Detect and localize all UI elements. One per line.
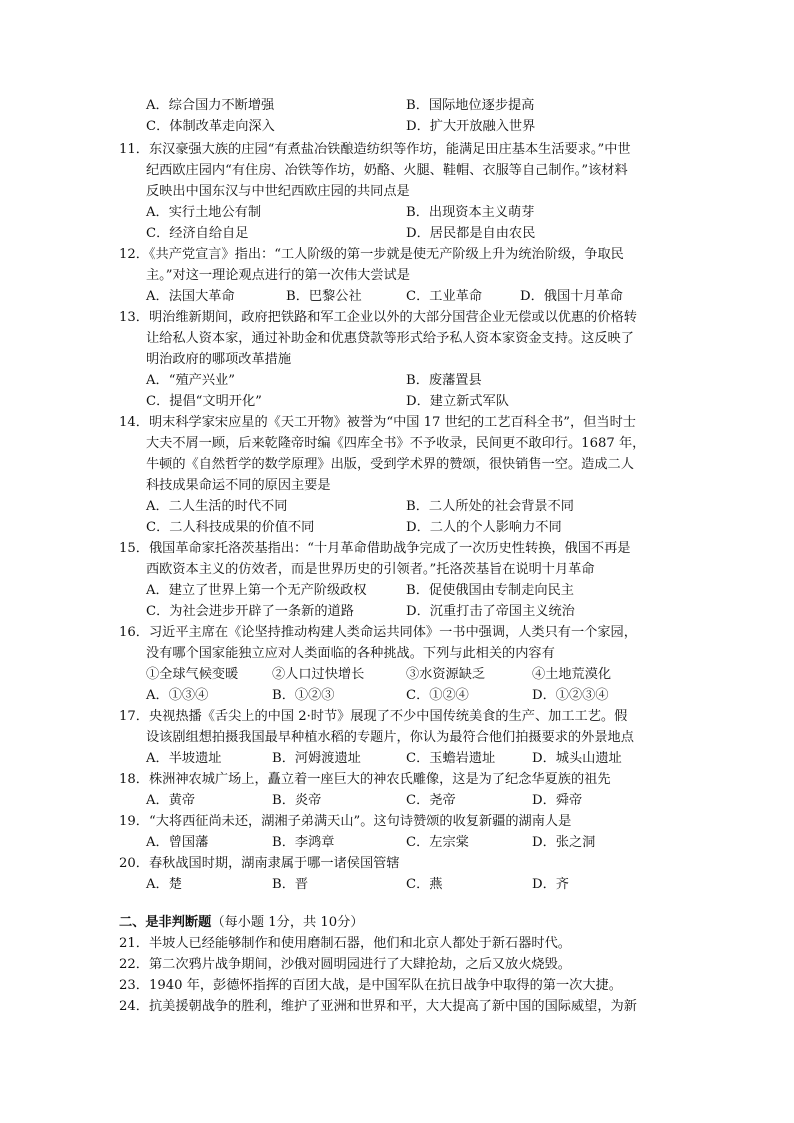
q17-option-b: B．河姆渡遗址	[272, 751, 361, 766]
section-2-heading	[119, 913, 364, 933]
q13-stem-line2: 让给私人资本家，通过补助金和优惠贷款等形式给予私人资本家资金支持。这反映了	[146, 331, 634, 346]
q16-option-c: C．①②④	[406, 688, 469, 703]
q19-option-a: A．曾国藩	[146, 835, 209, 850]
q15-option-a: A．建立了世界上第一个无产阶级政权	[146, 583, 367, 598]
q23-statement: 23．1940 年，彭德怀指挥的百团大战，是中国军队在抗日战争中取得的第一次大捷。	[119, 978, 622, 993]
q14-option-d: D．二人的个人影响力不同	[406, 520, 562, 535]
q11-stem-line1: 11．东汉豪强大族的庄园“有煮盐冶铁酿造纺织等作坊，能满足田庄基本生活要求。”中世	[119, 142, 631, 157]
q16-option-b: B．①②③	[272, 688, 335, 703]
q15-option-b: B．促使俄国由专制走向民主	[406, 583, 574, 598]
q12-stem-line2: 主。”对这一理论观点进行的第一次伟大尝试是	[146, 268, 410, 283]
q18-option-b: B．炎帝	[272, 793, 322, 808]
q10-option-a: A．综合国力不断增强	[146, 98, 275, 113]
q15-option-c: C．为社会进步开辟了一条新的道路	[146, 604, 354, 619]
q18-option-d: D．舜帝	[532, 793, 583, 808]
q14-stem-line4: 科技成果命运不同的原因主要是	[146, 478, 331, 493]
q20-option-c: C．燕	[406, 877, 443, 892]
q16-item-1: ①全球气候变暖	[146, 667, 239, 682]
section-2-title: 二、是非判断题	[119, 915, 212, 930]
q16-stem-line1: 16．习近平主席在《论坚持推动构建人类命运共同体》一书中强调，人类只有一个家园，	[119, 625, 637, 640]
q11-option-a: A．实行土地公有制	[146, 205, 262, 220]
section-2-note: （每小题 1分，共 10分）	[211, 915, 364, 930]
q16-stem-line2: 没有哪个国家能独立应对人类面临的各种挑战。下列与此相关的内容有	[146, 646, 555, 661]
q20-option-b: B．晋	[272, 877, 309, 892]
q17-option-a: A．半坡遗址	[146, 751, 222, 766]
q14-option-b: B．二人所处的社会背景不同	[406, 499, 574, 514]
q20-stem-line1: 20．春秋战国时期，湖南隶属于哪一诸侯国管辖	[119, 856, 400, 871]
q13-option-c: C．提倡“文明开化”	[146, 394, 262, 409]
q17-stem-line1: 17．央视热播《舌尖上的中国 2·时节》展现了不少中国传统美食的生产、加工工艺。假	[119, 709, 628, 724]
q13-option-a: A．“殖产兴业”	[146, 373, 235, 388]
q14-option-c: C．二人科技成果的价值不同	[146, 520, 315, 535]
q12-option-b: B．巴黎公社	[286, 289, 362, 304]
q12-option-d: D．俄国十月革命	[520, 289, 623, 304]
q16-option-a: A．①③④	[146, 688, 209, 703]
q16-item-2: ②人口过快增长	[272, 667, 365, 682]
q19-option-d: D．张之洞	[532, 835, 596, 850]
q14-stem-line1: 14．明末科学家宋应星的《天工开物》被誉为“中国 17 世纪的工艺百科全书”，但当时士	[119, 415, 636, 430]
q11-option-c: C．经济自给自足	[146, 226, 249, 241]
q24-statement: 24．抗美援朝战争的胜利，维护了亚洲和世界和平，大大提高了新中国的国际威望，为新	[119, 999, 637, 1014]
q14-stem-line2: 大夫不屑一顾，后来乾隆帝时编《四库全书》不予收录，民间更不敢印行。1687 年，	[146, 436, 646, 451]
q14-option-a: A．二人生活的时代不同	[146, 499, 288, 514]
q17-stem-line2: 设该剧组想拍摄我国最早种植水稻的专题片，你认为最符合他们拍摄要求的外景地点	[146, 730, 634, 745]
q18-option-a: A．黄帝	[146, 793, 196, 808]
q16-option-d: D．①②③④	[532, 688, 609, 703]
q12-option-c: C．工业革命	[406, 289, 483, 304]
q15-stem-line2: 西欧资本主义的仿效者，而是世界历史的引领者。”托洛茨基旨在说明十月革命	[146, 562, 595, 577]
q16-item-4: ④土地荒漠化	[532, 667, 612, 682]
q20-option-d: D．齐	[532, 877, 569, 892]
q20-option-a: A．楚	[146, 877, 182, 892]
q21-statement: 21．半坡人已经能够制作和使用磨制石器，他们和北京人都处于新石器时代。	[119, 936, 571, 951]
q12-stem-line1: 12．《共产党宣言》指出：“工人阶级的第一步就是使无产阶级上升为统治阶级，争取民	[119, 247, 624, 262]
q10-option-b: B．国际地位逐步提高	[406, 98, 535, 113]
q15-option-d: D．沉重打击了帝国主义统治	[406, 604, 575, 619]
q11-stem-line3: 反映出中国东汉与中世纪西欧庄园的共同点是	[146, 184, 410, 199]
q13-stem-line1: 13．明治维新期间，政府把铁路和军工企业以外的大部分国营企业无偿或以优惠的价格转	[119, 310, 637, 325]
q10-option-d: D．扩大开放融入世界	[406, 119, 536, 134]
q18-stem-line1: 18．株洲神农城广场上，矗立着一座巨大的神农氏雕像，这是为了纪念华夏族的祖先	[119, 772, 611, 787]
q19-option-b: B．李鸿章	[272, 835, 335, 850]
q13-option-d: D．建立新式军队	[406, 394, 509, 409]
q18-option-c: C．尧帝	[406, 793, 456, 808]
q11-option-d: D．居民都是自由农民	[406, 226, 536, 241]
q16-item-3: ③水资源缺乏	[406, 667, 486, 682]
q11-option-b: B．出现资本主义萌芽	[406, 205, 535, 220]
q19-option-c: C．左宗棠	[406, 835, 469, 850]
q22-statement: 22．第二次鸦片战争期间，沙俄对圆明园进行了大肆抢劫，之后又放火烧毁。	[119, 957, 571, 972]
q10-option-c: C．体制改革走向深入	[146, 119, 275, 134]
q13-stem-line3: 明治政府的哪项改革措施	[146, 352, 292, 367]
q11-stem-line2: 纪西欧庄园内“有住房、冶铁等作坊，奶酪、火腿、鞋帽、衣服等自己制作。”该材料	[146, 163, 628, 178]
q13-option-b: B．废藩置县	[406, 373, 482, 388]
q19-stem-line1: 19．“大将西征尚未还，湖湘子弟满天山”。这句诗赞颂的收复新疆的湖南人是	[119, 814, 572, 829]
q17-option-d: D．城头山遗址	[532, 751, 622, 766]
q12-option-a: A．法国大革命	[146, 289, 235, 304]
q17-option-c: C．玉蟾岩遗址	[406, 751, 496, 766]
q15-stem-line1: 15．俄国革命家托洛茨基指出：“十月革命借助战争完成了一次历史性转换，俄国不再是	[119, 541, 631, 556]
q14-stem-line3: 牛顿的《自然哲学的数学原理》出版，受到学术界的赞颂，很快销售一空。造成二人	[146, 457, 634, 472]
